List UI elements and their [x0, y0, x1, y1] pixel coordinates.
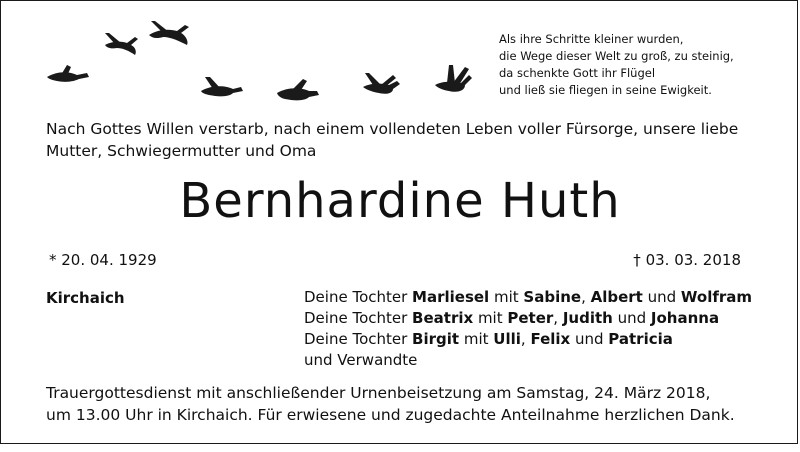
intro-line: Mutter, Schwiegermutter und Oma	[46, 142, 317, 160]
goose-icon	[201, 77, 243, 96]
family-member: Albert	[590, 288, 643, 306]
family-member: Sabine	[523, 288, 582, 306]
death-date: † 03. 03. 2018	[633, 251, 741, 269]
family-member: Peter	[507, 309, 554, 327]
family-member: Johanna	[650, 309, 720, 327]
separator: und	[570, 330, 609, 348]
family-member: Ulli	[493, 330, 521, 348]
intro-text	[46, 118, 766, 162]
separator: ,	[581, 288, 591, 306]
goose-icon	[363, 73, 400, 94]
service-line: um 13.00 Uhr in Kirchaich. Für erwiesene und zugedachte Anteilnahme herzlichen Dank.	[46, 406, 735, 424]
family-member: Marliesel	[412, 288, 490, 306]
poem	[499, 31, 734, 99]
family-member: Birgit	[412, 330, 460, 348]
goose-icon	[105, 33, 138, 55]
family-list	[304, 287, 752, 371]
service-announcement	[46, 382, 766, 426]
deceased-name: Bernhardine Huth	[179, 173, 621, 229]
separator: ,	[520, 330, 531, 348]
separator: und	[642, 288, 681, 306]
poem-line: und ließ sie fliegen in seine Ewigkeit.	[499, 83, 712, 97]
family-prefix: Deine Tochter	[304, 309, 413, 327]
goose-icon	[47, 65, 89, 82]
separator: mit	[473, 309, 508, 327]
family-member: Beatrix	[412, 309, 474, 327]
place-name: Kirchaich	[46, 289, 125, 307]
flying-geese-icon	[41, 11, 501, 111]
poem-line: Als ihre Schritte kleiner wurden,	[499, 32, 684, 46]
family-member: Wolfram	[680, 288, 753, 306]
intro-line: Nach Gottes Willen verstarb, nach einem vollendeten Leben voller Fürsorge, unsere liebe	[46, 120, 739, 138]
service-line: Trauergottesdienst mit anschließender Urnenbeisetzung am Samstag, 24. März 2018,	[46, 384, 711, 402]
family-member: Felix	[530, 330, 571, 348]
separator: ,	[553, 309, 563, 327]
family-member: Patricia	[608, 330, 673, 348]
separator: und	[612, 309, 651, 327]
family-line	[304, 287, 752, 308]
family-prefix: Deine Tochter	[304, 330, 413, 348]
goose-icon	[149, 21, 189, 45]
family-line: und Verwandte	[304, 351, 418, 369]
separator: mit	[459, 330, 494, 348]
separator: mit	[489, 288, 524, 306]
family-member: Judith	[562, 309, 613, 327]
birth-date: * 20. 04. 1929	[49, 251, 157, 269]
goose-icon	[277, 79, 319, 100]
family-prefix: Deine Tochter	[304, 288, 413, 306]
family-line	[304, 308, 752, 329]
poem-line: die Wege dieser Welt zu groß, zu steinig,	[499, 49, 734, 63]
poem-line: da schenkte Gott ihr Flügel	[499, 66, 656, 80]
family-line	[304, 329, 752, 350]
goose-icon	[435, 65, 472, 92]
